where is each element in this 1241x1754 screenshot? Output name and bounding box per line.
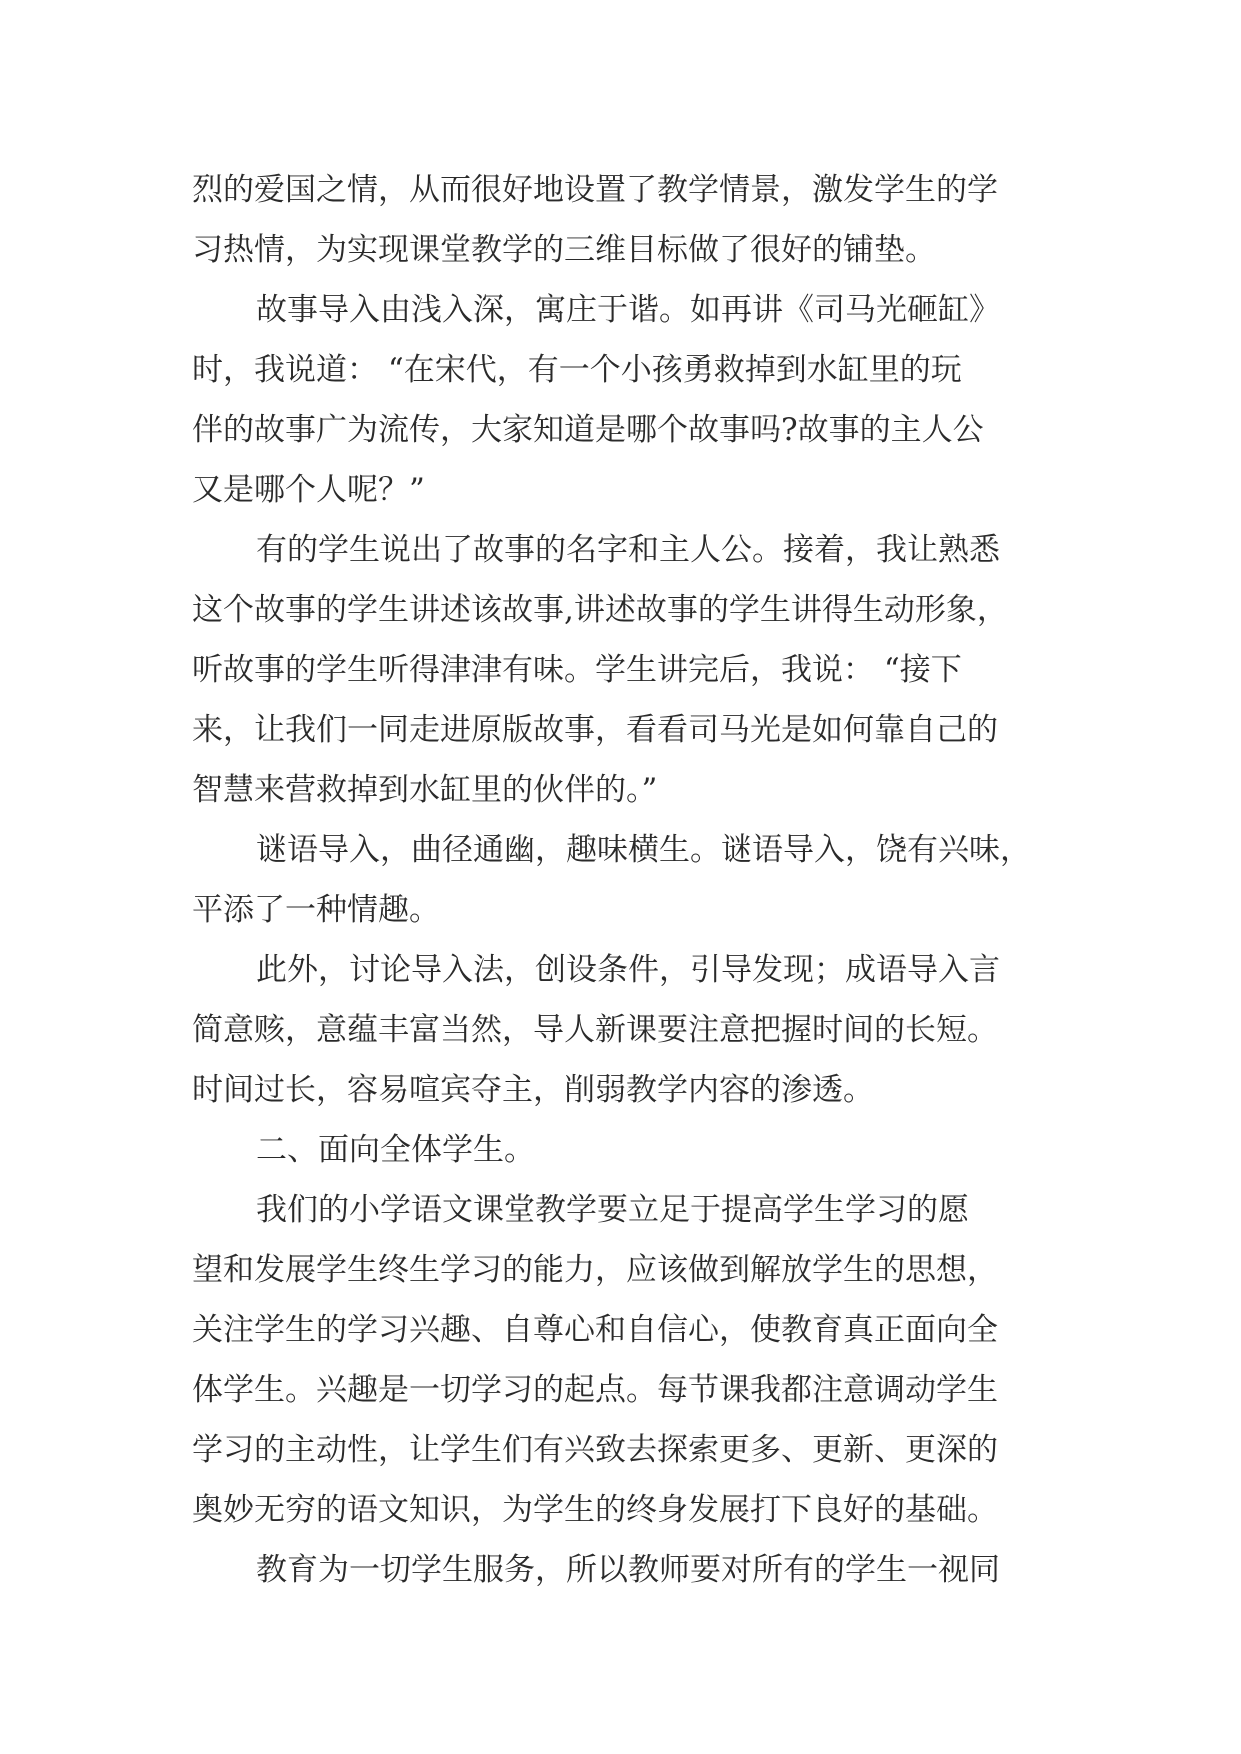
text-line: 这个故事的学生讲述该故事,讲述故事的学生讲得生动形象， (192, 592, 1008, 628)
text-line: 关注学生的学习兴趣、自尊心和自信心，使教育真正面向全 (192, 1312, 998, 1348)
text-line: 谜语导入，曲径通幽，趣味横生。谜语导入，饶有兴味， (256, 832, 1031, 868)
text-line: 简意赅，意蕴丰富当然，导人新课要注意把握时间的长短。 (192, 1012, 998, 1048)
text-line: 体学生。兴趣是一切学习的起点。每节课我都注意调动学生 (192, 1372, 998, 1408)
text-line: 平添了一种情趣。 (192, 892, 440, 928)
text-line: 习热情，为实现课堂教学的三维目标做了很好的铺垫。 (192, 232, 936, 268)
text-line: 有的学生说出了故事的名字和主人公。接着，我让熟悉 (256, 532, 1000, 568)
text-line: 伴的故事广为流传，大家知道是哪个故事吗?故事的主人公 (192, 412, 984, 448)
text-line: 故事导入由浅入深，寓庄于谐。如再讲《司马光砸缸》 (256, 292, 1000, 328)
text-line: 时间过长，容易喧宾夺主，削弱教学内容的渗透。 (192, 1072, 874, 1108)
text-line: 又是哪个人呢？” (192, 472, 425, 508)
text-line: 学习的主动性，让学生们有兴致去探索更多、更新、更深的 (192, 1432, 998, 1468)
text-line: 此外，讨论导入法，创设条件，引导发现；成语导入言 (256, 952, 1000, 988)
document-body (192, 160, 1072, 1600)
text-line: 智慧来营救掉到水缸里的伙伴的。” (192, 772, 658, 808)
text-line: 时，我说道： “在宋代，有一个小孩勇救掉到水缸里的玩 (192, 352, 962, 388)
text-line: 来，让我们一同走进原版故事，看看司马光是如何靠自己的 (192, 712, 998, 748)
text-line: 奥妙无穷的语文知识，为学生的终身发展打下良好的基础。 (192, 1492, 998, 1528)
text-line: 我们的小学语文课堂教学要立足于提高学生学习的愿 (256, 1192, 969, 1228)
section-heading: 二、面向全体学生。 (256, 1132, 535, 1168)
text-line: 烈的爱国之情，从而很好地设置了教学情景，激发学生的学 (192, 172, 998, 208)
text-line: 教育为一切学生服务，所以教师要对所有的学生一视同 (256, 1552, 1000, 1588)
text-line: 听故事的学生听得津津有味。学生讲完后，我说： “接下 (192, 652, 962, 688)
text-line: 望和发展学生终生学习的能力，应该做到解放学生的思想， (192, 1252, 998, 1288)
